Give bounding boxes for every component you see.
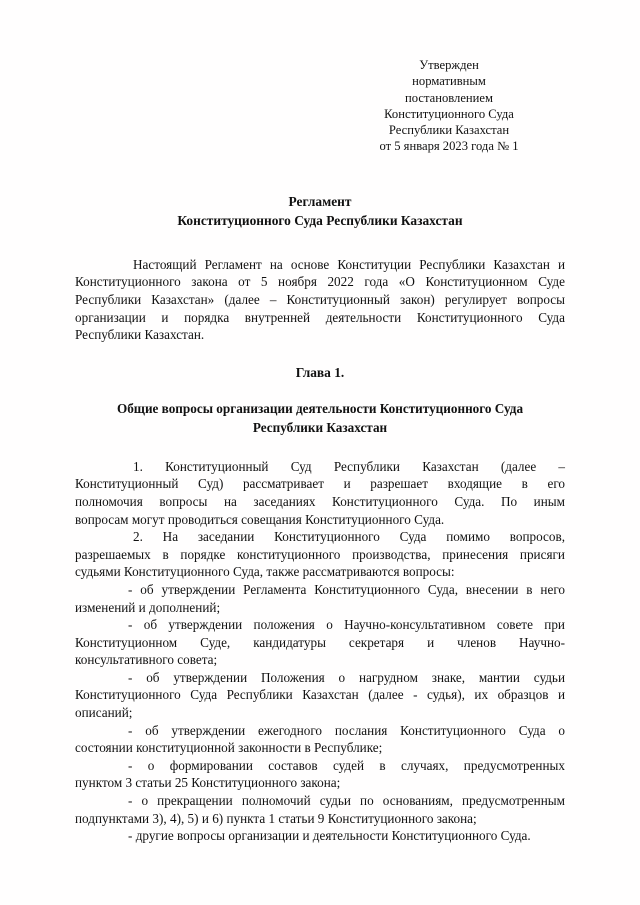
approval-line-6: от 5 января 2023 года № 1 — [379, 139, 519, 154]
approval-line-5: Республики Казахстан — [388, 123, 510, 138]
clause-2-line-3: судьями Конституционного Суда, также рассматриваются вопросы: — [75, 564, 455, 580]
intro-line-3: Республики Казахстан» (далее – Конституционный закон) регулирует вопросы — [75, 291, 565, 307]
approval-line-4: Конституционного Суда — [384, 106, 514, 121]
clause-2-line-1: 2. На заседании Конституционного Суда помимо вопросов, — [133, 529, 565, 545]
bullet-1-line-1: - об утверждении Регламента Конституционного Суда, внесении в него — [128, 581, 565, 597]
clauses-section — [75, 458, 565, 845]
intro-line-5: Республики Казахстан. — [75, 327, 205, 343]
bullet-7-line-1: - другие вопросы организации и деятельности Конституционного Суда. — [128, 828, 531, 844]
bullet-5-line-2: пунктом 3 статьи 25 Конституционного закона; — [75, 775, 341, 791]
intro-line-2: Конституционного закона от 5 ноября 2022 года «О Конституционном Суде — [75, 274, 565, 290]
intro-line-4: организации и порядка внутренней деятельности Конституционного Суда — [75, 309, 565, 325]
approval-block — [333, 57, 565, 155]
bullet-item-5 — [75, 757, 565, 792]
bullet-item-7 — [75, 827, 565, 845]
bullet-2-line-2: Конституционном Суде, кандидатуры секретаря и членов Научно- — [75, 634, 565, 650]
bullet-2-line-3: консультативного совета; — [75, 652, 218, 668]
bullet-4-line-2: состоянии конституционной законности в Республике; — [75, 740, 383, 756]
bullet-5-line-1: - о формировании составов судей в случаях, предусмотренных — [128, 757, 565, 773]
bullet-6-line-1: - о прекращении полномочий судьи по основаниям, предусмотренным — [128, 793, 565, 809]
clause-1 — [75, 458, 565, 528]
bullet-6-line-2: подпунктами 3), 4), 5) и 6) пункта 1 статьи 9 Конституционного закона; — [75, 810, 477, 826]
clause-1-line-1: 1. Конституционный Суд Республики Казахстан (далее – — [133, 458, 565, 474]
approval-line-3: постановлением — [405, 90, 493, 105]
approval-line-2: нормативным — [412, 74, 486, 89]
intro-paragraph — [75, 256, 565, 344]
document-title-line-1: Регламент — [288, 193, 352, 209]
bullet-item-6 — [75, 792, 565, 827]
clause-1-line-3: полномочия вопросы на заседаниях Конституционного Суда. По иным — [75, 493, 565, 509]
intro-line-1: Настоящий Регламент на основе Конституции Республики Казахстан и — [133, 256, 565, 272]
bullet-1-line-2: изменений и дополнений; — [75, 599, 221, 615]
page-content — [75, 0, 565, 845]
clause-2 — [75, 528, 565, 581]
bullet-item-2 — [75, 616, 565, 669]
document-title — [75, 192, 565, 231]
clause-2-line-2: разрешаемых в порядке конституционного производства, принесения присяги — [75, 546, 565, 562]
bullet-item-1 — [75, 581, 565, 616]
chapter-heading-line-2: Республики Казахстан — [252, 419, 388, 435]
chapter-number: Глава 1. — [295, 364, 345, 380]
bullet-4-line-1: - об утверждении ежегодного послания Конституционного Суда о — [128, 722, 565, 738]
chapter-heading — [75, 399, 565, 437]
bullet-2-line-1: - об утверждении положения о Научно-консультативном совете при — [128, 617, 565, 633]
approval-line-1: Утвержден — [419, 58, 479, 72]
bullet-item-4 — [75, 722, 565, 757]
bullet-3-line-3: описаний; — [75, 705, 133, 721]
chapter-heading-line-1: Общие вопросы организации деятельности Конституционного Суда — [116, 400, 524, 416]
clause-1-line-4: вопросам могут проводиться совещания Конституционного Суда. — [75, 511, 445, 527]
bullet-3-line-2: Конституционного Суда Республики Казахстан (далее - судья), их образцов и — [75, 687, 565, 703]
bullet-item-3 — [75, 669, 565, 722]
bullet-3-line-1: - об утверждении Положения о нагрудном знаке, мантии судьи — [128, 669, 565, 685]
clause-1-line-2: Конституционный Суд) рассматривает и разрешает входящие в его — [75, 476, 565, 492]
document-title-line-2: Конституционного Суда Республики Казахстан — [177, 213, 463, 229]
